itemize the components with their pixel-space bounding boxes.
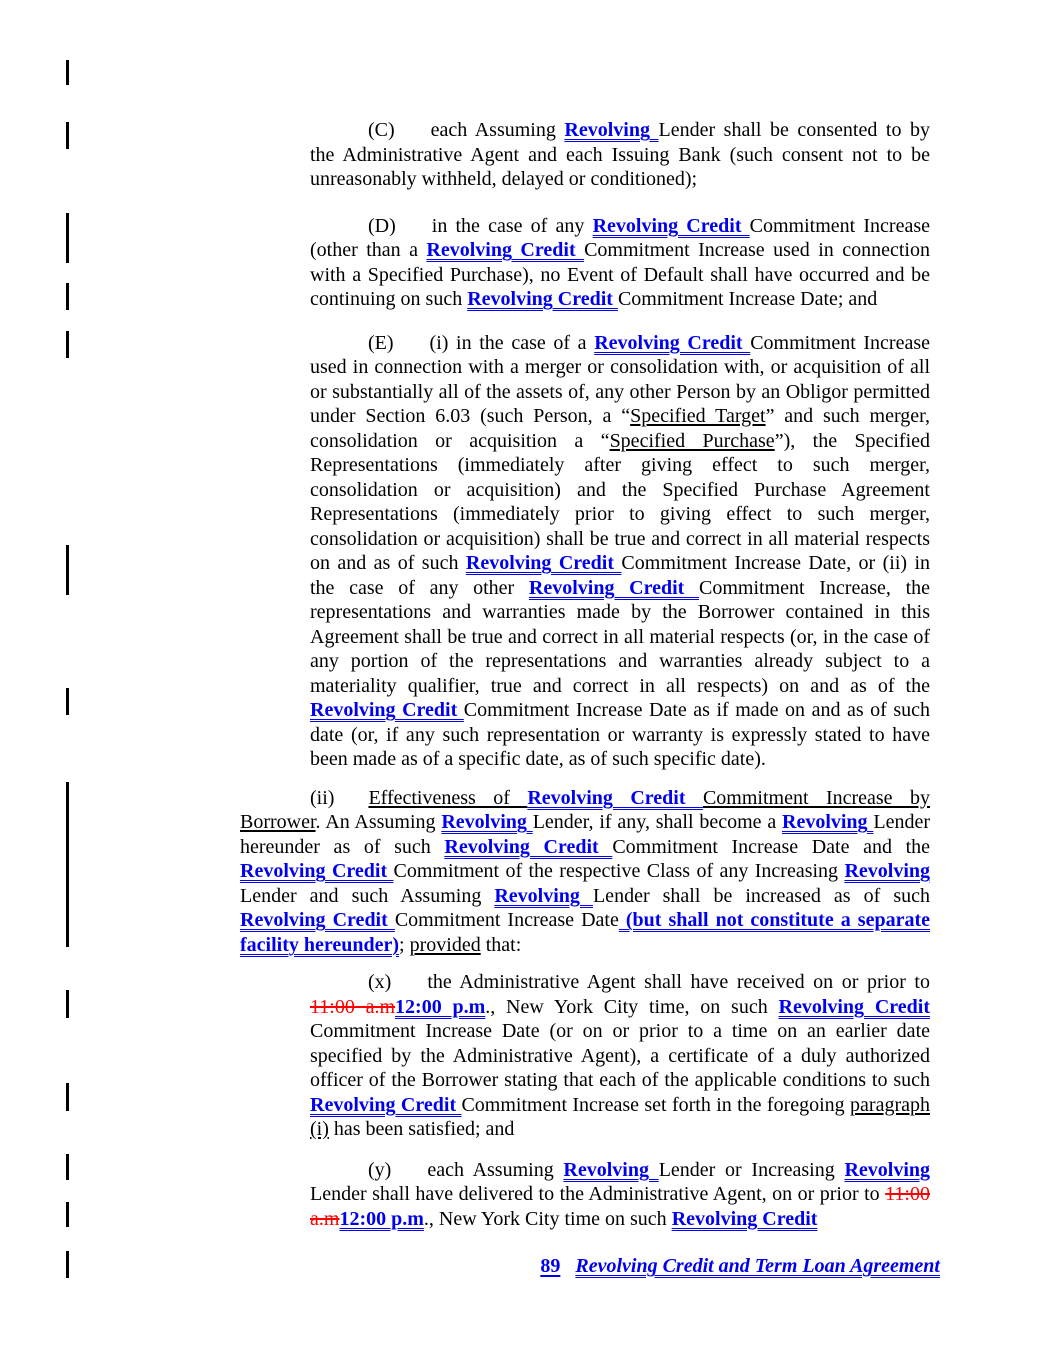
footer-doc-title: Revolving Credit and Term Loan Agreement bbox=[575, 1255, 940, 1277]
text-segment-inserted: Revolving bbox=[441, 811, 533, 833]
text-segment-normal: . An Assuming bbox=[315, 811, 442, 833]
paragraph-y-label: (y) bbox=[368, 1158, 392, 1181]
text-segment-normal: Commitment Increase Date, or (ii) in the case of any other bbox=[310, 552, 931, 599]
text-segment-normal: each Assuming bbox=[427, 1158, 564, 1181]
text-segment-deleted: 11:00 a.m bbox=[310, 995, 396, 1018]
text-segment-normal: Commitment Increase Date bbox=[394, 909, 619, 931]
text-segment-inserted: 12:00 p.m bbox=[395, 995, 486, 1018]
text-segment-normal: Commitment Increase set forth in the foregoing bbox=[461, 1093, 851, 1116]
paragraph-x bbox=[310, 970, 930, 1142]
text-segment-inserted: Revolving Credit bbox=[310, 1093, 462, 1116]
text-segment-inserted: Revolving bbox=[563, 1158, 659, 1181]
paragraph-d-label: (D) bbox=[368, 214, 396, 237]
change-bar bbox=[66, 1154, 69, 1180]
text-segment-normal: Lender and such Assuming bbox=[240, 884, 495, 907]
text-segment-normal: Commitment Increase, the representations and warranties made by the Borrower contained in this Agreement shall be true and correct in all material respects (or, in the case of any portion of the representations and warranties already subject to a materiality qualifier, true and correct in all respects) on and as of the bbox=[310, 576, 931, 697]
text-segment-normal: ., New York City time on such bbox=[423, 1207, 672, 1230]
text-segment-inserted: 12:00 p.m bbox=[339, 1207, 424, 1230]
change-bar bbox=[66, 60, 69, 85]
text-segment-normal: has been satisfied; and bbox=[328, 1118, 515, 1140]
paragraph-y-text bbox=[310, 1159, 930, 1230]
text-segment-inserted: Revolving Credit bbox=[310, 699, 464, 721]
page-content bbox=[240, 118, 930, 1231]
text-segment-inserted: Revolving Credit bbox=[467, 288, 618, 310]
text-segment-normal: Commitment Increase used in connection with a merger or consolidation with, or acquisition of all or substantially all of the assets of, any other Person by an Obligor permitted under Section 6.03 (such Person, a “ bbox=[310, 331, 931, 427]
text-segment-normal: Commitment Increase used in connection with a Specified Purchase), no Event of Default shall have occurred and be continuing on such bbox=[310, 239, 930, 310]
text-segment-inserted: Revolving bbox=[844, 860, 930, 882]
text-segment-normal: ; bbox=[399, 933, 410, 956]
text-segment-normal: ”), the Specified Representations (immediately after giving effect to such merger, consolidation or acquisition) and the Specified Purchase Agreement Representations (immediately prior to giving effect to such merger, consolidation or acquisition) shall be true and correct in all material respects on and as of such bbox=[310, 429, 931, 574]
paragraph-ii-label: (ii) bbox=[310, 786, 335, 809]
text-segment-inserted: Revolving Credit bbox=[444, 835, 613, 858]
text-segment-inserted: Revolving bbox=[564, 119, 659, 141]
change-bar bbox=[66, 545, 69, 595]
paragraph-e-label: (E) bbox=[368, 331, 394, 354]
text-segment-normal: ., New York City time, on such bbox=[485, 995, 779, 1018]
text-segment-underline: paragraph (i) bbox=[310, 1093, 930, 1140]
paragraph-ii-text bbox=[240, 787, 930, 956]
change-bar bbox=[66, 1083, 69, 1111]
text-segment-normal: in the case of any bbox=[431, 214, 593, 237]
text-segment-inserted: Revolving bbox=[844, 1158, 930, 1181]
change-bar bbox=[66, 688, 69, 715]
text-segment-inserted: Revolving Credit bbox=[528, 576, 700, 599]
change-bar bbox=[66, 331, 69, 358]
text-segment-normal: Commitment Increase (other than a bbox=[310, 214, 930, 261]
text-segment-normal: Lender, if any, shall become a bbox=[532, 811, 782, 833]
text-segment-normal: the Administrative Agent shall have received on or prior to bbox=[427, 971, 930, 993]
text-segment-normal: Lender or Increasing bbox=[658, 1158, 845, 1181]
text-segment-inserted: Revolving Credit bbox=[240, 860, 394, 882]
paragraph-x-label: (x) bbox=[368, 971, 392, 993]
paragraph-e-text bbox=[310, 332, 930, 771]
text-segment-underline: provided bbox=[409, 933, 481, 956]
text-segment-inserted: Revolving Credit bbox=[465, 552, 622, 574]
text-segment-inserted: Revolving Credit bbox=[671, 1207, 818, 1230]
change-bar bbox=[66, 1202, 69, 1227]
text-segment-inserted: Revolving bbox=[782, 811, 874, 833]
paragraph-c-text bbox=[310, 119, 930, 190]
text-segment-inserted: Revolving Credit bbox=[594, 331, 751, 354]
paragraph-y bbox=[310, 1158, 930, 1232]
text-segment-normal: Commitment Increase Date; and bbox=[617, 288, 878, 310]
text-segment-inserted: Revolving Credit bbox=[240, 909, 395, 931]
change-bar bbox=[66, 213, 69, 263]
text-segment-inserted: Revolving Credit bbox=[426, 239, 585, 261]
change-bar bbox=[66, 122, 69, 149]
paragraph-e bbox=[310, 331, 930, 772]
change-bar bbox=[66, 283, 69, 310]
text-segment-normal: Commitment Increase Date and the bbox=[612, 835, 930, 858]
text-segment-underline: Effectiveness of bbox=[368, 786, 528, 809]
paragraph-ii bbox=[240, 786, 930, 958]
text-segment-normal: Lender shall be consented to by the Administrative Agent and each Issuing Bank (such consent not to be unreasonably withheld, delayed or conditioned); bbox=[310, 119, 930, 190]
paragraph-x-text bbox=[310, 971, 930, 1140]
page-footer bbox=[540, 1254, 940, 1278]
text-segment-normal: that: bbox=[480, 933, 522, 956]
text-segment-deleted: 11:00 a.m bbox=[310, 1183, 930, 1230]
text-segment-normal: Lender shall have delivered to the Administrative Agent, on or prior to bbox=[310, 1183, 886, 1205]
text-segment-inserted: Revolving Credit bbox=[592, 214, 750, 237]
paragraph-d-text bbox=[310, 215, 930, 311]
text-segment-inserted: (but shall not constitute a separate facility hereunder) bbox=[240, 909, 931, 956]
text-segment-normal: Lender shall be increased as of such bbox=[592, 884, 930, 907]
text-segment-normal: ” and such merger, consolidation or acquisition a “ bbox=[310, 405, 930, 452]
text-segment-normal: Commitment Increase Date (or on or prior to a time on an earlier date specified by the Administrative Agent), a certificate of a duly authorized officer of the Borrower stating that each of the applicable conditions to such bbox=[310, 1020, 930, 1091]
text-segment-normal: each Assuming bbox=[430, 119, 565, 141]
paragraph-d bbox=[310, 214, 930, 312]
text-segment-underline: Specified Target bbox=[630, 405, 766, 427]
text-segment-normal: (i) in the case of a bbox=[429, 331, 595, 354]
text-segment-normal: Lender hereunder as of such bbox=[240, 811, 931, 858]
text-segment-inserted: Revolving bbox=[494, 884, 593, 907]
text-segment-underline: Commitment Increase by Borrower bbox=[240, 786, 930, 833]
text-segment-underline: Specified Purchase bbox=[609, 429, 775, 452]
text-segment-inserted: Revolving Credit bbox=[778, 995, 931, 1018]
change-bar bbox=[66, 1251, 69, 1278]
change-bar bbox=[66, 782, 69, 947]
text-segment-normal: Commitment Increase Date as if made on and as of such date (or, if any such representation or warranty is expressly stated to have been made as of a specific date, as of such specific date). bbox=[310, 699, 931, 770]
change-bar bbox=[66, 990, 69, 1018]
page-number: 89 bbox=[540, 1255, 561, 1277]
paragraph-c-label: (C) bbox=[368, 119, 395, 141]
text-segment-normal: Commitment of the respective Class of any Increasing bbox=[393, 860, 845, 882]
paragraph-c bbox=[310, 118, 930, 192]
text-segment-inserted: Revolving Credit bbox=[527, 786, 703, 809]
